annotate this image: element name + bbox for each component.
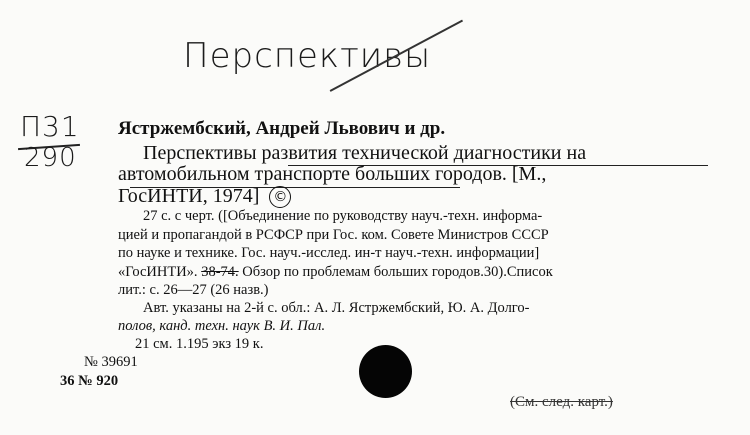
punch-hole bbox=[359, 345, 412, 398]
description-line-1: 27 с. с черт. ([Объединение по руководству науч.-техн. информа- bbox=[143, 208, 543, 224]
description-line-6: Авт. указаны на 2-й с. обл.: А. Л. Ястржембский, Ю. А. Долго- bbox=[143, 300, 530, 316]
title-line-2: автомобильном транспорте больших городов. [М., bbox=[118, 163, 547, 185]
series-name: «ГосИНТИ». bbox=[118, 264, 198, 280]
classification-code: П31 bbox=[20, 110, 80, 143]
description-line-8: 21 см. 1.195 экз 19 к. bbox=[135, 336, 264, 352]
series-title: Обзор по проблемам больших городов.30).Список bbox=[242, 264, 553, 280]
description-line-2: цией и пропагандой в РСФСР при Гос. ком. Совете Министров СССР bbox=[118, 227, 549, 243]
classification-number: 290 bbox=[24, 143, 77, 173]
title-line-1: Перспективы развития технической диагностики на bbox=[143, 142, 587, 164]
description-line-7: полов, канд. техн. наук В. И. Пал. bbox=[118, 318, 326, 334]
description-line-3: по науке и технике. Гос. науч.-исслед. ин-т науч.-техн. информации] bbox=[118, 245, 540, 261]
struck-series-number: 38-74. bbox=[201, 264, 239, 280]
publisher-year: ГосИНТИ, 1974] bbox=[118, 185, 260, 207]
copyright-mark: © bbox=[269, 186, 291, 208]
continuation-note: (См. след. карт.) bbox=[510, 394, 613, 410]
title-line-3 bbox=[118, 185, 291, 208]
inventory-number-1: № 39691 bbox=[84, 354, 138, 370]
handwritten-title: Перспективы bbox=[183, 36, 432, 76]
description-line-4 bbox=[118, 264, 553, 281]
author-heading: Ястржембский, Андрей Львович и др. bbox=[118, 118, 446, 139]
inventory-number-2: 36 № 920 bbox=[60, 373, 119, 389]
description-line-5: лит.: с. 26—27 (26 назв.) bbox=[118, 282, 269, 298]
